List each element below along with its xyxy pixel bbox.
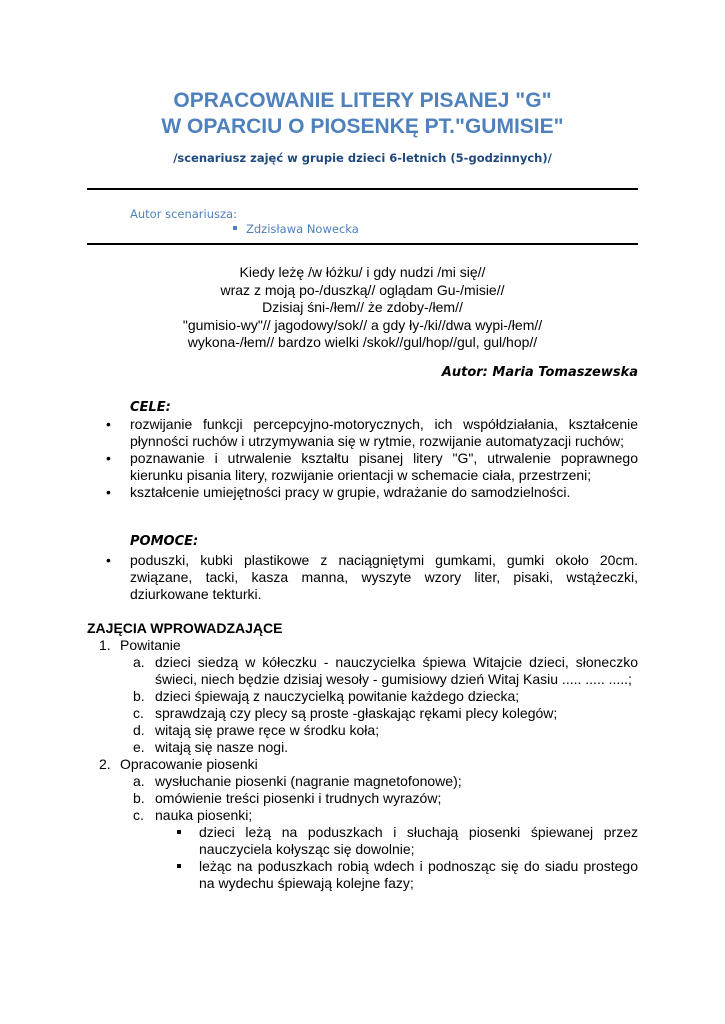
list-item: • rozwijanie funkcji percepcyjno-motorycznych, ich współdziałania, kształcenie płynności ruchów i utrzymywania się w rytmie, rozwijanie automatyzacji ruchów; bbox=[130, 416, 638, 450]
square-bullet-icon bbox=[177, 864, 181, 868]
item-number: 2. bbox=[99, 756, 111, 772]
lettered-item bbox=[87, 739, 638, 756]
item-label: Powitanie bbox=[120, 637, 181, 653]
item-text: witają się prawe ręce w środku koła; bbox=[155, 722, 380, 738]
poem-line: wraz z moją po-/duszką// oglądam Gu-/misie// bbox=[220, 281, 505, 298]
author-label: Autor scenariusza: bbox=[130, 207, 237, 221]
list-item: • poznawanie i utrwalenie kształtu pisanej litery "G", utrwalenie poprawnego kierunku pisania litery, rozwijanie orientacji w schemacie ciała, przestrzeni; bbox=[130, 450, 638, 484]
pomoce-list bbox=[130, 552, 638, 603]
item-number: 1. bbox=[99, 637, 111, 653]
title-line-1: OPRACOWANIE LITERY PISANEJ "G" bbox=[173, 89, 552, 112]
cele-heading: CELE: bbox=[130, 400, 171, 415]
author-name: Zdzisława Nowecka bbox=[246, 222, 359, 236]
lettered-item bbox=[87, 790, 638, 807]
top-divider bbox=[87, 188, 638, 190]
item-letter: b. bbox=[133, 790, 145, 806]
item-text: omówienie treści piosenki i trudnych wyrazów; bbox=[155, 790, 442, 806]
lettered-item bbox=[87, 688, 638, 705]
square-bullet-item bbox=[87, 858, 638, 892]
cele-list bbox=[130, 416, 638, 501]
item-label: Opracowanie piosenki bbox=[120, 756, 258, 772]
zajecia-list bbox=[87, 637, 638, 892]
lettered-item bbox=[87, 654, 638, 688]
list-item: • poduszki, kubki plastikowe z naciągniętymi gumkami, gumki około 20cm. związane, tacki, kasza manna, wyszyte wzory liter, pisaki, wstążeczki, dziurkowane tekturki. bbox=[130, 552, 638, 603]
square-bullet-item bbox=[87, 824, 638, 858]
square-bullet-icon bbox=[177, 830, 181, 834]
poem-line: "gumisio-wy"// jagodowy/sok// a gdy ły-/ki//dwa wypi-/łem// bbox=[182, 316, 543, 333]
pomoce-heading: POMOCE: bbox=[130, 534, 199, 549]
lettered-item bbox=[87, 722, 638, 739]
title-line-2: W OPARCIU O PIOSENKĘ PT."GUMISIE" bbox=[161, 115, 564, 138]
section-heading: ZAJĘCIA WPROWADZAJĄCE bbox=[87, 620, 283, 636]
poem-line: Dzisiaj śni-/łem// że zdoby-/łem// bbox=[262, 299, 463, 315]
poem-line: wykona-/łem// bardzo wielki /skok//gul/hop//gul, gul/hop// bbox=[187, 334, 538, 350]
item-letter: e. bbox=[133, 739, 145, 755]
item-text: dzieci leżą na poduszkach i słuchają piosenki śpiewanej przez nauczyciela kołysząc się dowolnie; bbox=[199, 824, 638, 857]
item-text: nauka piosenki; bbox=[155, 807, 253, 823]
lettered-item bbox=[87, 705, 638, 722]
author-name-item bbox=[233, 222, 359, 236]
item-text: leżąc na poduszkach robią wdech i podnosząc się do siadu prostego na wydechu śpiewają kolejne fazy; bbox=[199, 858, 638, 891]
poem-author: Autor: Maria Tomaszewska bbox=[441, 365, 638, 380]
item-text: witają się nasze nogi. bbox=[155, 739, 289, 755]
item-letter: c. bbox=[133, 705, 144, 721]
poem-line: Kiedy leżę /w łóżku/ i gdy nudzi /mi się// bbox=[239, 264, 486, 280]
item-letter: b. bbox=[133, 688, 145, 704]
item-text: dzieci siedzą w kółeczku - nauczycielka śpiewa Witajcie dzieci, słoneczko świeci, niech będzie dzisiaj wesoły - gumisiowy dzień Witaj Kasiu ..... ..... .....; bbox=[155, 654, 638, 687]
list-item: • kształcenie umiejętności pracy w grupie, wdrażanie do samodzielności. bbox=[130, 484, 638, 501]
lettered-item bbox=[87, 773, 638, 790]
item-letter: a. bbox=[133, 773, 145, 789]
item-text: wysłuchanie piosenki (nagranie magnetofonowe); bbox=[155, 773, 462, 789]
numbered-item bbox=[87, 756, 638, 773]
square-bullet-icon bbox=[233, 226, 237, 230]
item-text: dzieci śpiewają z nauczycielką powitanie każdego dziecka; bbox=[155, 688, 520, 704]
item-letter: c. bbox=[133, 807, 144, 823]
item-letter: a. bbox=[133, 654, 145, 670]
lettered-item bbox=[87, 807, 638, 824]
bottom-divider bbox=[87, 243, 638, 245]
subtitle: /scenariusz zajęć w grupie dzieci 6-letnich (5-godzinnych)/ bbox=[173, 151, 552, 165]
numbered-item bbox=[87, 637, 638, 654]
item-letter: d. bbox=[133, 722, 145, 738]
item-text: sprawdzają czy plecy są proste -głaskając rękami plecy kolegów; bbox=[155, 705, 558, 721]
poem bbox=[0, 264, 725, 352]
